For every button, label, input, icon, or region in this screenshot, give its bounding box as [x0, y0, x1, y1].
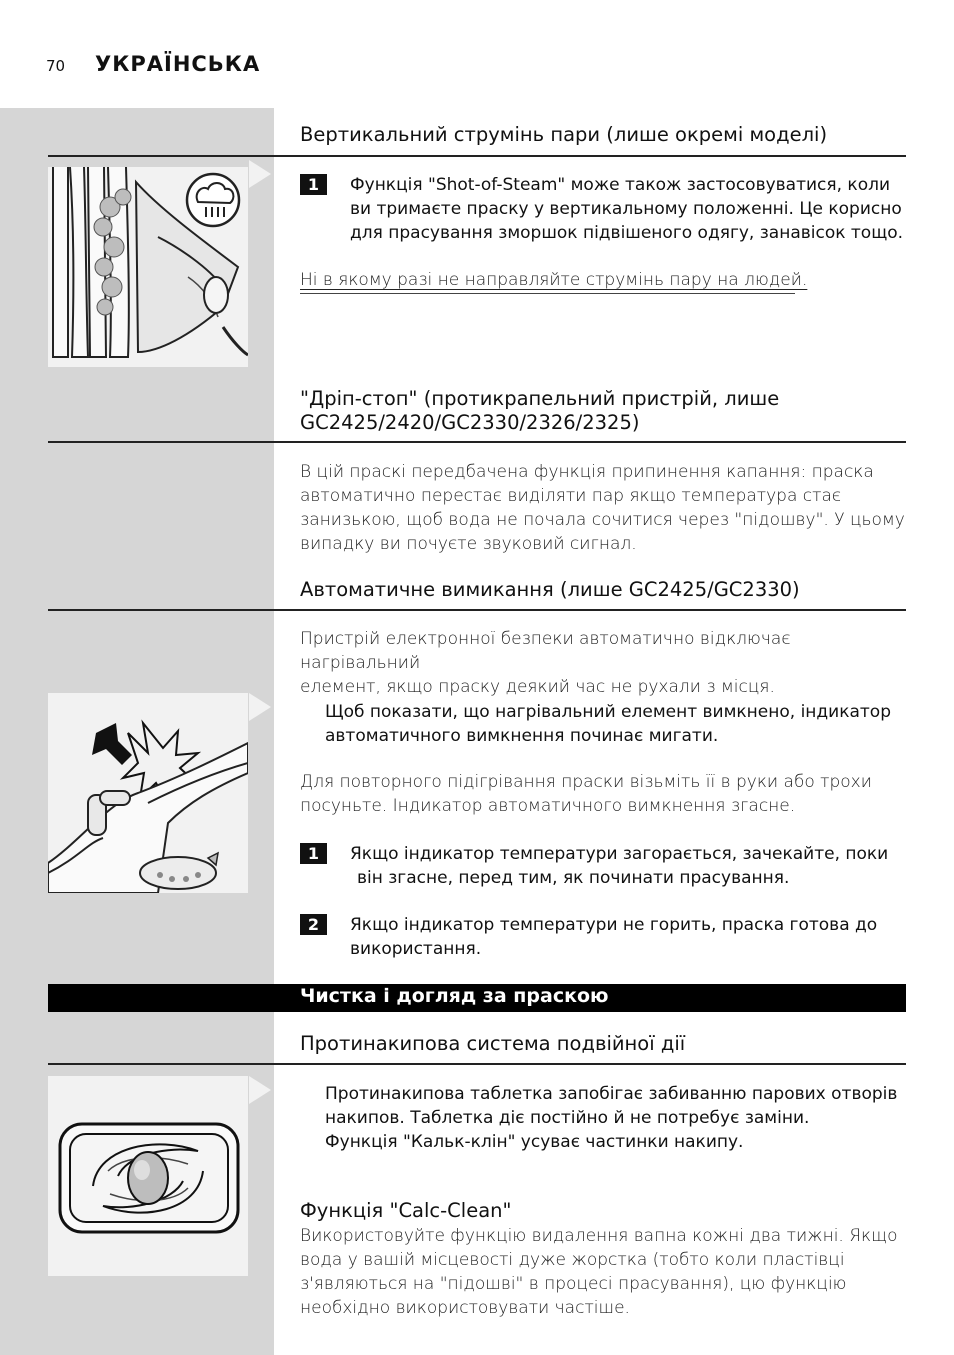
step-number: 2	[300, 914, 327, 935]
text-line: ви тримаєте праску у вертикальному положенні. Це корисно	[350, 199, 902, 219]
page-number: 70	[46, 57, 66, 75]
auto-off-body-2	[300, 770, 910, 818]
step-number: 1	[300, 843, 327, 864]
text-line: Пристрій електронної безпеки автоматично відключає нагрівальний	[300, 629, 791, 673]
calc-clean-title: Функція "Calc-Clean"	[300, 1199, 512, 1222]
warning-text: Ні в якому разі не направляйте струмінь пару на людей.	[300, 270, 808, 290]
text-line: автоматичного вимкнення починає мигати.	[325, 726, 719, 746]
vertical-steam-title: Вертикальний струмінь пари (лише окремі моделі)	[300, 123, 828, 146]
title-line: GC2425/2420/GC2330/2326/2325)	[300, 411, 640, 434]
title-line: "Дріп-стоп" (протикрапельний пристрій, лише	[300, 387, 780, 410]
text-line: занизькою, щоб вода не почала сочитися через "підошву". У цьому	[300, 510, 905, 530]
text-line: з'являються на "підошві" в процесі прасування), цю функцію	[300, 1274, 847, 1294]
text-line: накипов. Таблетка діє постійно й не потребує заміни.	[325, 1108, 810, 1128]
text-line: Використовуйте функцію видалення вапна кожні два тижні. Якщо	[300, 1226, 898, 1246]
pointer-arrow	[249, 160, 271, 188]
anti-calc-text	[325, 1082, 915, 1154]
text-line: необхідно використовувати частіше.	[300, 1298, 630, 1318]
pointer-arrow	[249, 1076, 271, 1104]
text-line: він згасне, перед тим, як починати прасування.	[357, 868, 790, 888]
text-line: Якщо індикатор температури загорається, зачекайте, поки	[350, 844, 889, 864]
text-line: використання.	[350, 939, 482, 959]
text-line: для прасування зморшок підвішеного одягу, занавісок тощо.	[350, 223, 904, 243]
text-line: Щоб показати, що нагрівальний елемент вимкнено, індикатор	[325, 702, 891, 722]
anti-calc-tablet-illustration	[48, 1076, 248, 1276]
auto-off-note	[325, 700, 915, 748]
text-line: Протинакипова таблетка запобігає забиванню парових отворів	[325, 1084, 898, 1104]
text-line: вода у вашій місцевості дуже жорстка (тобто коли пластівці	[300, 1250, 845, 1270]
text-line: автоматично перестає виділяти пар якщо температура стає	[300, 486, 842, 506]
pointer-arrow	[249, 693, 271, 721]
vertical-steam-illustration	[48, 167, 248, 367]
auto-off-step-2	[350, 913, 910, 961]
divider-rule	[48, 1063, 906, 1065]
divider-rule	[48, 441, 906, 443]
divider-rule	[48, 609, 906, 611]
section-title: Чистка і догляд за праскою	[300, 985, 609, 1007]
text-line: Функція "Кальк-клін" усуває частинки накипу.	[325, 1132, 744, 1152]
auto-off-step-1	[350, 842, 910, 890]
text-line: випадку ви почуєте звуковий сигнал.	[300, 534, 637, 554]
step-number: 1	[300, 174, 327, 195]
text-line: елемент, якщо праску деякий час не рухали з місця.	[300, 677, 775, 697]
text-line: посуньте. Індикатор автоматичного вимкнення згасне.	[300, 796, 796, 816]
auto-off-illustration	[48, 693, 248, 893]
warning-underline	[300, 293, 795, 294]
divider-rule	[48, 155, 906, 157]
auto-off-title: Автоматичне вимикання (лише GC2425/GC2330)	[300, 578, 800, 601]
language-heading: УКРАЇНСЬКА	[95, 52, 261, 76]
calc-clean-body	[300, 1224, 910, 1320]
drip-stop-body	[300, 460, 910, 556]
text-line: Функція "Shot-of-Steam" може також застосовуватися, коли	[350, 175, 891, 195]
text-line: Для повторного підігрівання праски візьміть її в руки або трохи	[300, 772, 872, 792]
text-line: Якщо індикатор температури не горить, праска готова до	[350, 915, 878, 935]
drip-stop-title	[300, 387, 779, 435]
auto-off-body-1	[300, 627, 910, 699]
vertical-steam-step-text	[350, 173, 910, 245]
anti-calc-title: Протинакипова система подвійної дії	[300, 1032, 686, 1055]
text-line: В цій праскі передбачена функція припинення капання: праска	[300, 462, 874, 482]
